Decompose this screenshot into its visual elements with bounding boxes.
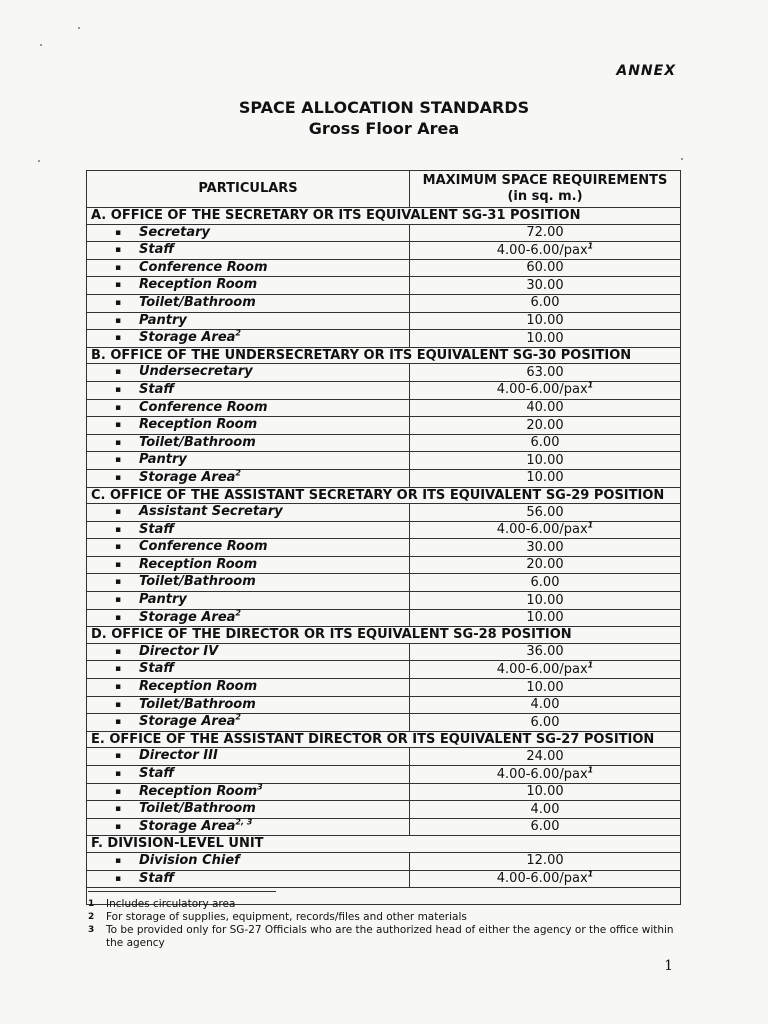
particular-cell — [87, 870, 410, 888]
particular-cell — [87, 381, 410, 399]
space-allocation-table — [86, 170, 681, 905]
space-value: 6.00 — [530, 435, 560, 451]
bullet-icon: ▪ — [115, 297, 122, 308]
space-value: 63.00 — [526, 364, 564, 380]
particular-name: Pantry — [139, 592, 187, 608]
particular-cell — [87, 330, 410, 348]
table-row — [87, 330, 681, 348]
footnote-number: 2 — [88, 912, 95, 922]
particular-name: Toilet/Bathroom — [139, 574, 256, 590]
table-row — [87, 556, 681, 574]
space-value-cell — [410, 539, 681, 557]
particular-name: Assistant Secretary — [139, 504, 283, 520]
scan-speck — [681, 158, 683, 160]
particular-cell — [87, 748, 410, 766]
footnote-text: Includes circulatory area — [106, 898, 236, 910]
section-row — [87, 731, 681, 748]
particular-name: Pantry — [139, 452, 187, 468]
particular-name: Storage Area — [139, 714, 236, 730]
space-value: 4.00-6.00/pax — [496, 242, 588, 258]
particular-cell — [87, 609, 410, 627]
particular-name: Director IV — [139, 643, 219, 659]
table-row — [87, 277, 681, 295]
space-value: 10.00 — [526, 592, 564, 608]
footnote-ref: 1 — [587, 765, 594, 775]
table-header-row — [87, 171, 681, 208]
annex-label: ANNEX — [616, 63, 676, 79]
particular-name: Reception Room — [139, 783, 258, 799]
space-value: 20.00 — [526, 417, 564, 433]
particular-name: Pantry — [139, 312, 187, 328]
space-value: 4.00-6.00/pax — [496, 382, 588, 398]
bullet-icon: ▪ — [115, 873, 122, 884]
space-value: 10.00 — [526, 452, 564, 468]
particular-name: Staff — [139, 381, 175, 397]
table-row — [87, 852, 681, 870]
table-row — [87, 294, 681, 312]
section-label: D. OFFICE OF THE DIRECTOR OR ITS EQUIVALENT SG-28 POSITION — [87, 627, 681, 644]
space-value-cell — [410, 521, 681, 539]
space-value: 24.00 — [526, 748, 564, 764]
particular-cell — [87, 643, 410, 661]
particular-cell — [87, 399, 410, 417]
space-value-cell — [410, 294, 681, 312]
space-value-cell — [410, 661, 681, 679]
scan-speck — [38, 160, 40, 162]
section-row — [87, 836, 681, 853]
bullet-icon: ▪ — [115, 717, 122, 728]
bullet-icon: ▪ — [115, 333, 122, 344]
table-row — [87, 504, 681, 522]
table-row — [87, 748, 681, 766]
particular-cell — [87, 592, 410, 610]
document-subtitle: Gross Floor Area — [308, 119, 460, 138]
space-value-cell — [410, 381, 681, 399]
particular-name: Secretary — [139, 224, 210, 240]
table-row — [87, 592, 681, 610]
space-value: 10.00 — [526, 330, 564, 346]
particular-cell — [87, 277, 410, 295]
footnote-ref: 2 — [235, 328, 241, 338]
space-value: 12.00 — [526, 853, 564, 869]
table-row — [87, 643, 681, 661]
space-value: 30.00 — [526, 539, 564, 555]
particular-name: Conference Room — [139, 399, 268, 415]
space-value-cell — [410, 242, 681, 260]
space-value: 4.00-6.00/pax — [496, 871, 588, 887]
space-value: 10.00 — [526, 313, 564, 329]
table-row — [87, 364, 681, 382]
particular-cell — [87, 504, 410, 522]
space-value: 10.00 — [526, 784, 564, 800]
footnote — [88, 924, 688, 950]
space-value-cell — [410, 748, 681, 766]
space-value: 10.00 — [526, 610, 564, 626]
section-label: E. OFFICE OF THE ASSISTANT DIRECTOR OR ITS EQUIVALENT SG-27 POSITION — [87, 731, 681, 748]
particular-cell — [87, 224, 410, 242]
bullet-icon: ▪ — [115, 384, 122, 395]
section-label: F. DIVISION-LEVEL UNIT — [87, 836, 681, 853]
space-value-cell — [410, 818, 681, 836]
table-row — [87, 574, 681, 592]
particular-cell — [87, 556, 410, 574]
space-value-cell — [410, 870, 681, 888]
particular-name: Storage Area — [139, 609, 236, 625]
particular-name: Reception Room — [139, 679, 258, 695]
particular-cell — [87, 294, 410, 312]
particular-name: Toilet/Bathroom — [139, 294, 256, 310]
particular-cell — [87, 452, 410, 470]
footnote-ref: 1 — [587, 520, 594, 530]
space-value: 4.00-6.00/pax — [496, 661, 588, 677]
particular-name: Staff — [139, 870, 175, 886]
particular-cell — [87, 312, 410, 330]
table-row — [87, 609, 681, 627]
table-row — [87, 801, 681, 819]
bullet-icon: ▪ — [115, 855, 122, 866]
particular-name: Reception Room — [139, 417, 258, 433]
footnote-number: 3 — [88, 925, 95, 935]
particular-name: Director III — [139, 748, 218, 764]
header-max-space: MAXIMUM SPACE REQUIREMENTS (in sq. m.) — [410, 171, 681, 208]
particular-name: Undersecretary — [139, 364, 253, 380]
particular-name: Conference Room — [139, 539, 268, 555]
space-value: 30.00 — [526, 277, 564, 293]
section-row — [87, 487, 681, 504]
particular-cell — [87, 469, 410, 487]
footnote-ref: 1 — [587, 869, 594, 879]
table-row — [87, 434, 681, 452]
space-value-cell — [410, 852, 681, 870]
space-value-cell — [410, 224, 681, 242]
table-row — [87, 870, 681, 888]
footnote-text: For storage of supplies, equipment, records/files and other materials — [106, 911, 467, 923]
space-value: 6.00 — [530, 574, 560, 590]
section-label: A. OFFICE OF THE SECRETARY OR ITS EQUIVALENT SG-31 POSITION — [87, 208, 681, 225]
space-value-cell — [410, 364, 681, 382]
space-value-cell — [410, 504, 681, 522]
header-particulars: PARTICULARS — [87, 171, 410, 208]
footnote-ref: 2 — [235, 608, 241, 618]
particular-name: Staff — [139, 521, 175, 537]
bullet-icon: ▪ — [115, 664, 122, 675]
table-row — [87, 312, 681, 330]
bullet-icon: ▪ — [115, 437, 122, 448]
table-row — [87, 259, 681, 277]
table-row — [87, 539, 681, 557]
space-value-cell — [410, 312, 681, 330]
particular-name: Staff — [139, 661, 175, 677]
document-title: SPACE ALLOCATION STANDARDS — [238, 98, 530, 117]
particular-name: Staff — [139, 766, 175, 781]
scan-speck — [40, 44, 42, 46]
space-value-cell — [410, 714, 681, 732]
particular-name: Reception Room — [139, 556, 258, 572]
particular-cell — [87, 521, 410, 539]
space-value: 10.00 — [526, 679, 564, 695]
space-value: 40.00 — [526, 400, 564, 416]
particular-cell — [87, 766, 410, 784]
particular-cell — [87, 801, 410, 819]
space-value: 6.00 — [530, 819, 560, 835]
footnote-ref: 2, 3 — [235, 817, 253, 827]
footnote-ref: 1 — [587, 241, 594, 251]
scan-speck — [78, 27, 80, 29]
bullet-icon: ▪ — [115, 402, 122, 413]
bullet-icon: ▪ — [115, 507, 122, 518]
bullet-icon: ▪ — [115, 559, 122, 570]
particular-cell — [87, 364, 410, 382]
bullet-icon: ▪ — [115, 577, 122, 588]
footnote-ref: 2 — [235, 468, 241, 478]
space-value-cell — [410, 696, 681, 714]
particular-cell — [87, 242, 410, 260]
space-value: 10.00 — [526, 470, 564, 486]
table-row — [87, 696, 681, 714]
table-row — [87, 242, 681, 260]
particular-name: Reception Room — [139, 277, 258, 293]
bullet-icon: ▪ — [115, 682, 122, 693]
section-label: B. OFFICE OF THE UNDERSECRETARY OR ITS EQUIVALENT SG-30 POSITION — [87, 347, 681, 364]
space-value-cell — [410, 277, 681, 295]
footnote-number: 1 — [88, 899, 95, 909]
space-value-cell — [410, 609, 681, 627]
space-value: 36.00 — [526, 644, 564, 660]
page-number: 1 — [664, 958, 673, 974]
bullet-icon: ▪ — [115, 612, 122, 623]
space-value-cell — [410, 592, 681, 610]
particular-name: Toilet/Bathroom — [139, 696, 256, 712]
table-row — [87, 661, 681, 679]
bullet-icon: ▪ — [115, 227, 122, 238]
bullet-icon: ▪ — [115, 367, 122, 378]
particular-cell — [87, 714, 410, 732]
table-row — [87, 679, 681, 697]
space-value-cell — [410, 766, 681, 784]
bullet-icon: ▪ — [115, 280, 122, 291]
particular-cell — [87, 818, 410, 836]
table-row — [87, 766, 681, 784]
section-label: C. OFFICE OF THE ASSISTANT SECRETARY OR ITS EQUIVALENT SG-29 POSITION — [87, 487, 681, 504]
table-row — [87, 818, 681, 836]
footnote — [88, 898, 688, 911]
bullet-icon: ▪ — [115, 245, 122, 256]
bullet-icon: ▪ — [115, 804, 122, 815]
table-row — [87, 452, 681, 470]
table-row — [87, 521, 681, 539]
space-value: 20.00 — [526, 557, 564, 573]
particular-cell — [87, 679, 410, 697]
particular-name: Staff — [139, 242, 175, 258]
particular-name: Storage Area — [139, 469, 236, 485]
particular-name: Storage Area — [139, 330, 236, 346]
document-title-block — [0, 97, 768, 139]
footnote-ref: 1 — [587, 381, 594, 391]
section-row — [87, 347, 681, 364]
section-row — [87, 208, 681, 225]
space-value-cell — [410, 783, 681, 801]
bullet-icon: ▪ — [115, 262, 122, 273]
particular-name: Toilet/Bathroom — [139, 434, 256, 450]
table-row — [87, 783, 681, 801]
table-row — [87, 417, 681, 435]
particular-name: Conference Room — [139, 259, 268, 275]
bullet-icon: ▪ — [115, 646, 122, 657]
bullet-icon: ▪ — [115, 786, 122, 797]
bullet-icon: ▪ — [115, 542, 122, 553]
section-row — [87, 627, 681, 644]
table-row — [87, 469, 681, 487]
table-body — [87, 208, 681, 888]
bullet-icon: ▪ — [115, 699, 122, 710]
table-row — [87, 224, 681, 242]
space-value-cell — [410, 556, 681, 574]
space-value-cell — [410, 417, 681, 435]
bullet-icon: ▪ — [115, 769, 122, 779]
particular-cell — [87, 574, 410, 592]
table-row — [87, 399, 681, 417]
space-value: 60.00 — [526, 260, 564, 276]
particular-name: Toilet/Bathroom — [139, 801, 256, 817]
bullet-icon: ▪ — [115, 751, 122, 762]
particular-name: Storage Area — [139, 818, 236, 834]
space-value: 4.00-6.00/pax — [496, 522, 588, 538]
particular-cell — [87, 852, 410, 870]
bullet-icon: ▪ — [115, 315, 122, 326]
bullet-icon: ▪ — [115, 472, 122, 483]
space-value: 72.00 — [526, 225, 564, 241]
particular-cell — [87, 696, 410, 714]
table-row — [87, 381, 681, 399]
footnote-ref: 3 — [257, 782, 263, 792]
footnote-ref: 1 — [587, 660, 594, 670]
footnote — [88, 911, 688, 924]
space-value-cell — [410, 643, 681, 661]
particular-name: Division Chief — [139, 852, 240, 868]
space-value-cell — [410, 574, 681, 592]
particular-cell — [87, 259, 410, 277]
bullet-icon: ▪ — [115, 524, 122, 535]
particular-cell — [87, 783, 410, 801]
space-value-cell — [410, 679, 681, 697]
bullet-icon: ▪ — [115, 455, 122, 466]
space-value: 4.00 — [530, 801, 560, 817]
footnote-ref: 2 — [235, 712, 241, 722]
space-value: 6.00 — [530, 295, 560, 311]
space-value-cell — [410, 801, 681, 819]
space-value-cell — [410, 434, 681, 452]
bullet-icon: ▪ — [115, 595, 122, 606]
space-value-cell — [410, 330, 681, 348]
space-value-cell — [410, 452, 681, 470]
footnotes — [88, 898, 688, 950]
space-value: 56.00 — [526, 504, 564, 520]
bullet-icon: ▪ — [115, 821, 122, 832]
space-value-cell — [410, 259, 681, 277]
table-row — [87, 714, 681, 732]
space-value-cell — [410, 469, 681, 487]
particular-cell — [87, 661, 410, 679]
bullet-icon: ▪ — [115, 420, 122, 431]
space-value-cell — [410, 399, 681, 417]
footnote-text: To be provided only for SG-27 Officials who are the authorized head of either the agency or the office within the agency — [106, 924, 674, 949]
particular-cell — [87, 539, 410, 557]
particular-cell — [87, 434, 410, 452]
space-value: 4.00 — [530, 697, 560, 713]
space-value: 6.00 — [530, 714, 560, 730]
space-value: 4.00-6.00/pax — [496, 766, 588, 782]
footnote-rule — [88, 891, 276, 892]
particular-cell — [87, 417, 410, 435]
